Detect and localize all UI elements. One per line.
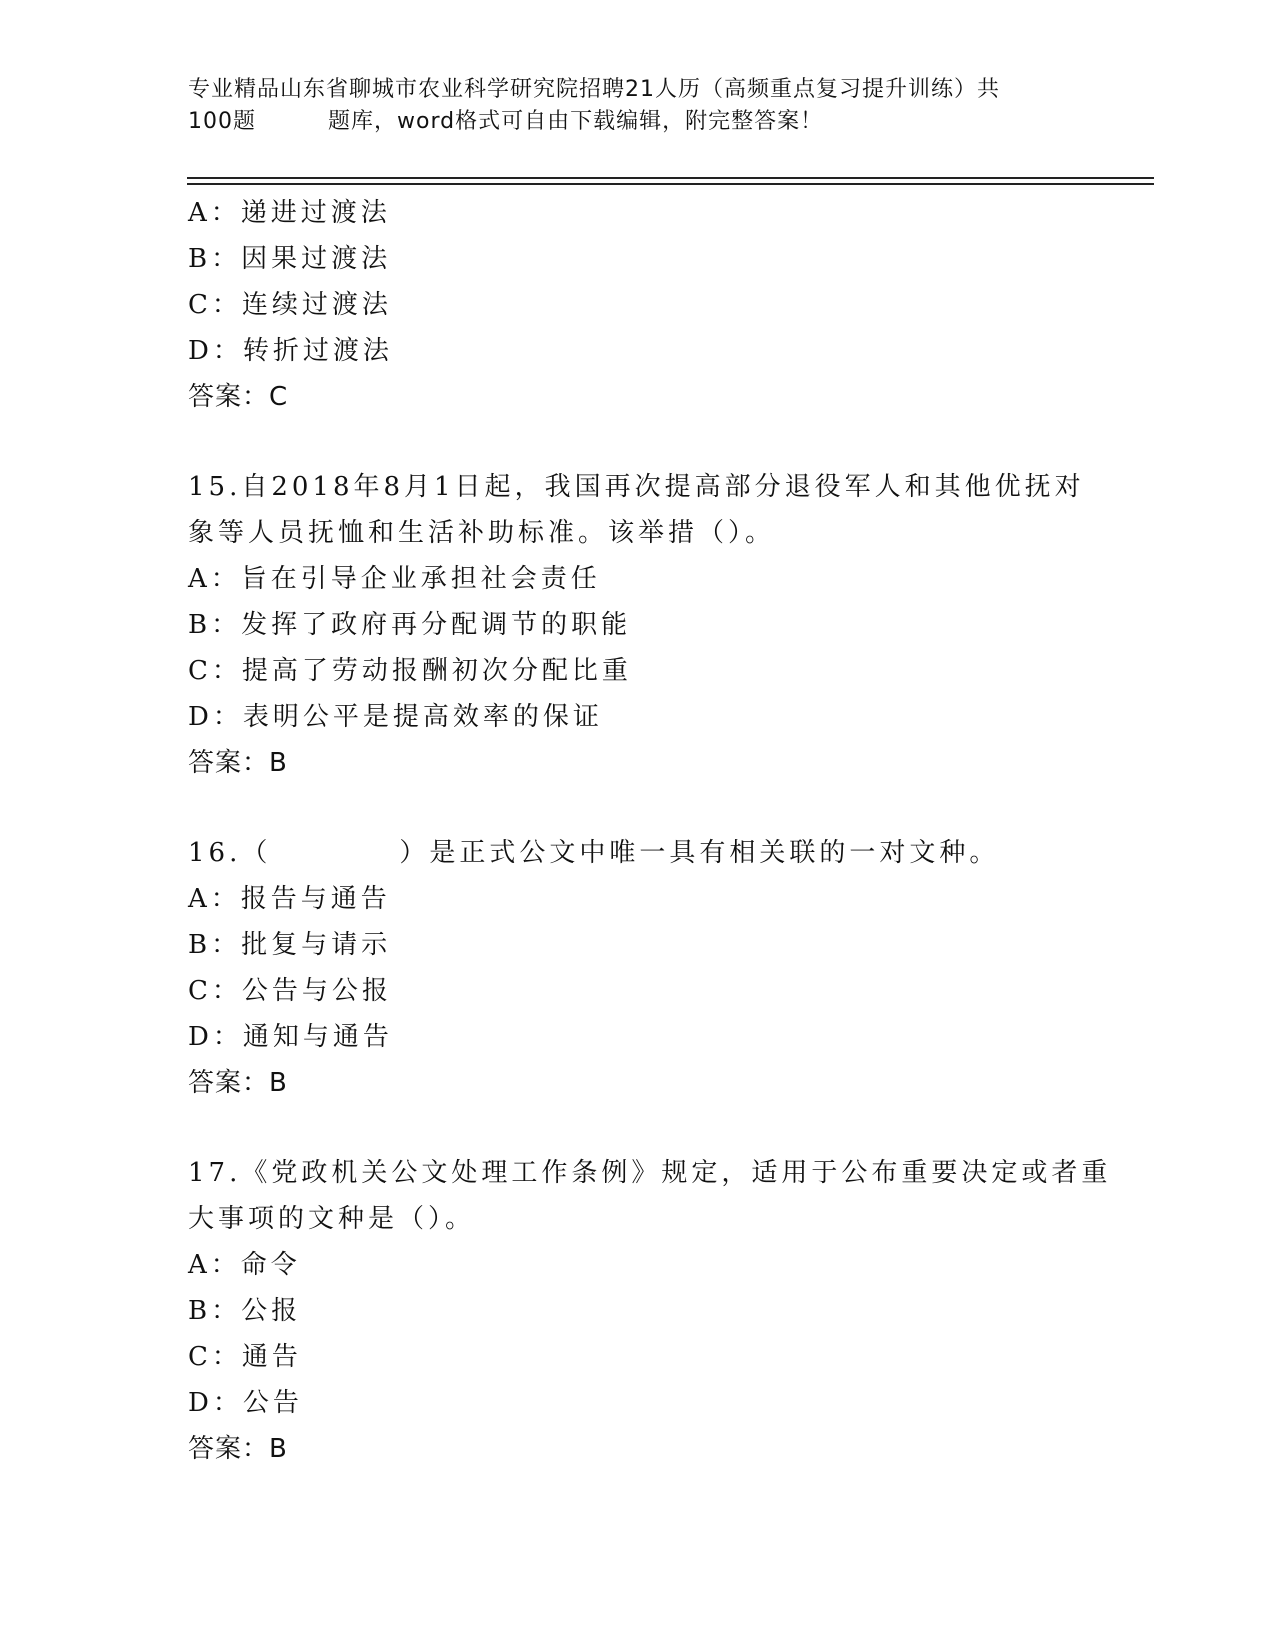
answer-line: 答案：B [188, 1068, 288, 1098]
header-description: 题库，word格式可自由下载编辑，附完整答案！ [328, 109, 824, 134]
option-b: B：批复与请示 [188, 930, 392, 960]
option-d: D：通知与通告 [188, 1022, 393, 1052]
option-c: C：连续过渡法 [188, 290, 392, 320]
header-divider-top [187, 177, 1154, 179]
header-question-count: 100题 [188, 109, 256, 134]
question-16 [188, 830, 1088, 1106]
answer-line: 答案：C [188, 382, 289, 412]
option-b: B：发挥了政府再分配调节的职能 [188, 610, 632, 640]
question-stem-line-2: 大事项的文种是（）。 [188, 1204, 476, 1234]
answer-line: 答案：B [188, 748, 288, 778]
question-stem-line-1: 15.自2018年8月1日起，我国再次提高部分退役军人和其他优抚对 [188, 472, 1085, 502]
header-title-line-2 [188, 106, 1078, 138]
option-c: C：公告与公报 [188, 976, 392, 1006]
option-d: D：表明公平是提高效率的保证 [188, 702, 603, 732]
question-list [188, 190, 1112, 1472]
option-a: A：命令 [188, 1250, 301, 1280]
header-title-line-1: 专业精品山东省聊城市农业科学研究院招聘21人历（高频重点复习提升训练）共 [188, 77, 1000, 102]
question-stem-line-2: 象等人员抚恤和生活补助标准。该举措（）。 [188, 518, 776, 548]
question-stem-start: 16.（ [188, 838, 272, 868]
option-b: B：因果过渡法 [188, 244, 392, 274]
option-c: C：通告 [188, 1342, 302, 1372]
question-stem-line-1: 17.《党政机关公文处理工作条例》规定，适用于公布重要决定或者重 [188, 1158, 1112, 1188]
option-d: D：公告 [188, 1388, 303, 1418]
header-divider-bottom [187, 183, 1154, 185]
question-17 [188, 1150, 1112, 1472]
option-b: B：公报 [188, 1296, 302, 1326]
question-15 [188, 464, 1088, 786]
option-d: D：转折过渡法 [188, 336, 393, 366]
document-header [188, 74, 1078, 138]
option-c: C：提高了劳动报酬初次分配比重 [188, 656, 632, 686]
question-stem-end: ）是正式公文中唯一具有相关联的一对文种。 [399, 838, 1000, 868]
option-a: A：报告与通告 [188, 884, 391, 914]
question-stem [188, 830, 1088, 876]
option-a: A：旨在引导企业承担社会责任 [188, 564, 601, 594]
answer-line: 答案：B [188, 1434, 288, 1464]
question-14-tail [188, 190, 1088, 420]
option-a: A：递进过渡法 [188, 198, 391, 228]
